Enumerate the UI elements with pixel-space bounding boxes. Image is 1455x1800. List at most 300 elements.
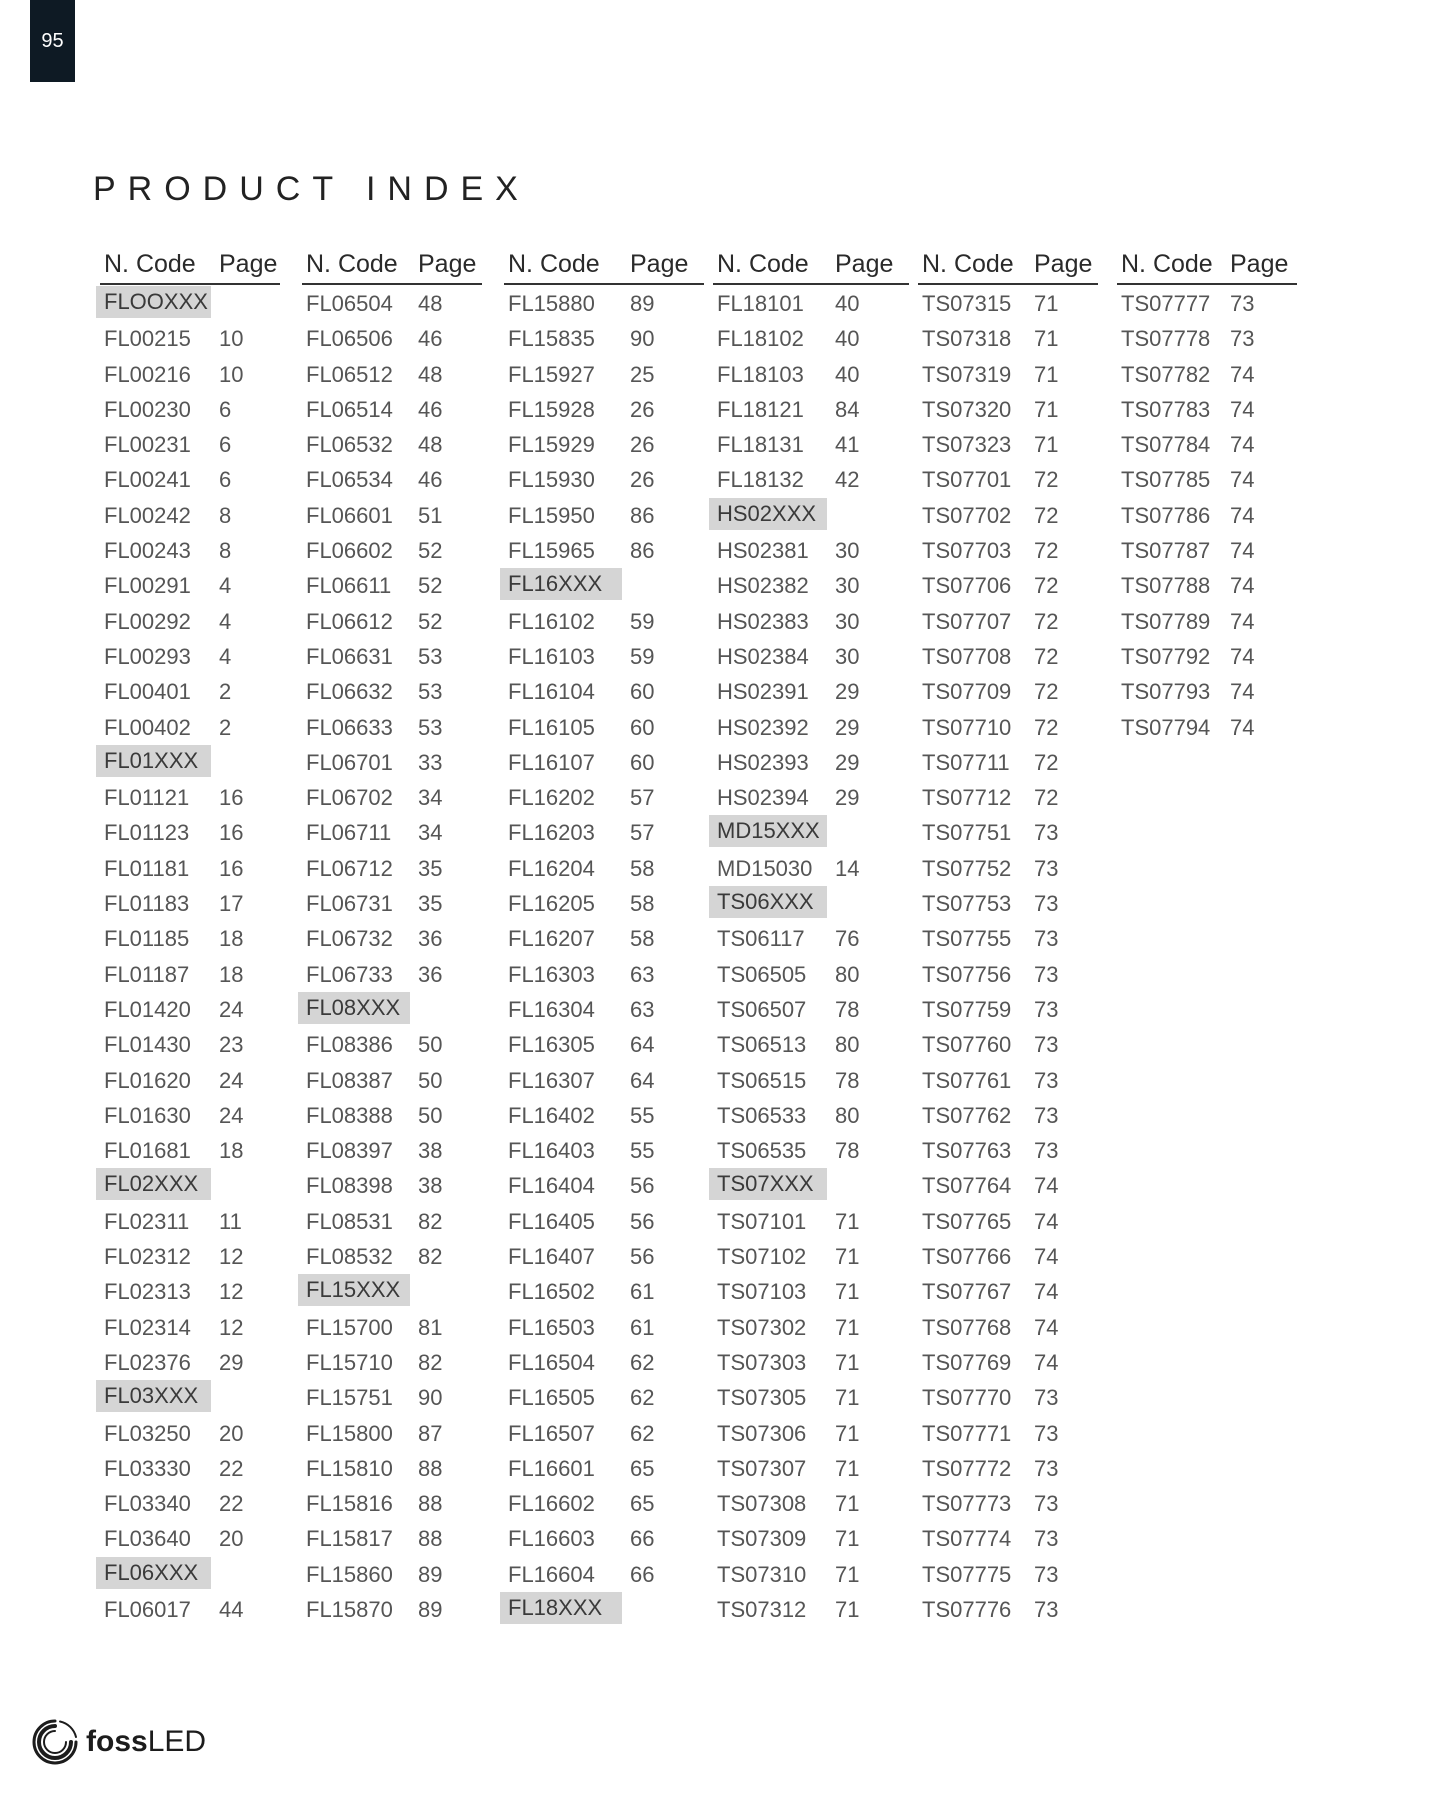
product-code: FL01181 xyxy=(104,855,190,881)
product-code: FL15835 xyxy=(508,326,595,352)
page-ref: 40 xyxy=(835,291,860,316)
product-code: FL01183 xyxy=(104,891,190,917)
page-ref: 71 xyxy=(835,1314,860,1340)
table-row xyxy=(504,1097,704,1132)
table-row xyxy=(100,1132,280,1167)
table-row xyxy=(302,1591,482,1626)
product-code: FL15965 xyxy=(508,538,595,564)
page-ref: 53 xyxy=(418,714,443,740)
table-row xyxy=(504,1203,704,1238)
page-ref: 46 xyxy=(418,467,443,493)
table-row xyxy=(100,1273,280,1308)
table-row xyxy=(713,426,909,461)
table-row xyxy=(504,1379,704,1414)
page-ref: 52 xyxy=(418,573,443,599)
table-row xyxy=(918,991,1098,1026)
product-code: FL01187 xyxy=(104,961,190,987)
product-code: TS07786 xyxy=(1121,502,1211,528)
product-code: MD15XXX xyxy=(709,815,827,847)
page-ref: 63 xyxy=(630,996,655,1022)
index-column xyxy=(100,250,280,1626)
product-code: TS07765 xyxy=(922,1208,1012,1234)
page-ref: 80 xyxy=(835,1032,860,1058)
product-code: FL01123 xyxy=(104,820,190,846)
table-row xyxy=(918,1203,1098,1238)
page-ref: 73 xyxy=(1034,1455,1059,1481)
product-code: TS07783 xyxy=(1121,396,1211,422)
table-row xyxy=(504,532,704,567)
product-code: FL15880 xyxy=(508,291,595,316)
product-code: TS07310 xyxy=(717,1561,807,1587)
table-row xyxy=(504,744,704,779)
page-ref: 53 xyxy=(418,679,443,705)
product-code: FL18102 xyxy=(717,326,804,352)
header-code: N. Code xyxy=(717,250,809,278)
table-row xyxy=(504,673,704,708)
page-ref: 29 xyxy=(835,785,860,811)
table-row xyxy=(504,497,704,532)
page-ref: 4 xyxy=(219,573,232,599)
page-ref: 71 xyxy=(1034,432,1059,458)
page-ref: 72 xyxy=(1034,785,1059,811)
page-ref: 74 xyxy=(1230,467,1255,493)
table-row xyxy=(1117,603,1297,638)
table-row xyxy=(713,320,909,355)
table-row xyxy=(504,779,704,814)
page-ref: 78 xyxy=(835,1067,860,1093)
product-code: FL18103 xyxy=(717,361,804,387)
page-ref: 72 xyxy=(1034,643,1059,669)
table-row xyxy=(918,1415,1098,1450)
page-ref: 63 xyxy=(630,961,655,987)
product-code: TS07703 xyxy=(922,538,1012,564)
table-row xyxy=(504,991,704,1026)
table-row xyxy=(504,1309,704,1344)
product-code: FL16207 xyxy=(508,926,595,952)
table-row xyxy=(918,1132,1098,1167)
table-row xyxy=(713,567,909,602)
page-ref: 18 xyxy=(219,961,244,987)
page-ref: 44 xyxy=(219,1596,244,1622)
table-row xyxy=(1117,497,1297,532)
table-row xyxy=(100,779,280,814)
product-code: FL02312 xyxy=(104,1244,191,1270)
product-code: FL06612 xyxy=(306,608,393,634)
page-ref: 73 xyxy=(1034,1138,1059,1164)
table-row xyxy=(302,603,482,638)
product-code: TS07793 xyxy=(1121,679,1211,705)
series-header-row xyxy=(504,1591,704,1626)
page-ref: 8 xyxy=(219,502,232,528)
table-row xyxy=(713,956,909,991)
table-row xyxy=(1117,426,1297,461)
page-ref: 55 xyxy=(630,1138,655,1164)
page-ref: 71 xyxy=(835,1596,860,1622)
table-row xyxy=(918,885,1098,920)
table-row xyxy=(302,1485,482,1520)
product-code: FL16305 xyxy=(508,1032,595,1058)
product-code: FL06633 xyxy=(306,714,393,740)
page-ref: 71 xyxy=(835,1491,860,1517)
product-code: HS02383 xyxy=(717,608,809,634)
table-row xyxy=(918,1556,1098,1591)
page-ref: 81 xyxy=(418,1314,443,1340)
page-ref: 72 xyxy=(1034,679,1059,705)
product-code: FL15817 xyxy=(306,1526,393,1552)
page-ref: 35 xyxy=(418,891,443,917)
product-code: FL15950 xyxy=(508,502,595,528)
page-ref: 30 xyxy=(835,573,860,599)
product-code: TS07318 xyxy=(922,326,1012,352)
table-row xyxy=(302,850,482,885)
table-row xyxy=(713,391,909,426)
page-ref: 74 xyxy=(1034,1244,1059,1270)
product-code: HS02382 xyxy=(717,573,809,599)
table-row xyxy=(504,1556,704,1591)
product-code: FL15810 xyxy=(306,1455,393,1481)
page-ref: 40 xyxy=(835,361,860,387)
table-row xyxy=(504,1450,704,1485)
page-ref: 72 xyxy=(1034,502,1059,528)
product-code: FL16404 xyxy=(508,1173,595,1199)
product-code: FL18XXX xyxy=(500,1592,622,1624)
page-ref: 57 xyxy=(630,785,655,811)
product-code: TS07775 xyxy=(922,1561,1012,1587)
product-code: FL18121 xyxy=(717,396,804,422)
table-row xyxy=(302,567,482,602)
product-code: TS07763 xyxy=(922,1138,1012,1164)
table-row xyxy=(918,850,1098,885)
product-code: FL06514 xyxy=(306,396,393,422)
page-ref: 73 xyxy=(1034,1526,1059,1552)
product-code: HS02XXX xyxy=(709,498,827,530)
table-row xyxy=(504,1132,704,1167)
header-page: Page xyxy=(219,250,278,278)
table-row xyxy=(302,1309,482,1344)
page-ref: 48 xyxy=(418,291,443,316)
series-header-row xyxy=(100,1379,280,1414)
series-header-row xyxy=(302,991,482,1026)
page-ref: 74 xyxy=(1230,502,1255,528)
table-row xyxy=(918,285,1098,320)
index-column xyxy=(1117,250,1297,744)
table-row xyxy=(1117,673,1297,708)
product-code: FL16307 xyxy=(508,1067,595,1093)
page-ref: 78 xyxy=(835,1138,860,1164)
product-code: TS07788 xyxy=(1121,573,1211,599)
page-ref: 55 xyxy=(630,1102,655,1128)
page-ref: 12 xyxy=(219,1279,244,1305)
page-ref: 72 xyxy=(1034,714,1059,740)
table-row xyxy=(100,1450,280,1485)
table-row xyxy=(504,320,704,355)
header-page: Page xyxy=(1230,250,1289,278)
product-code: TS06505 xyxy=(717,961,807,987)
table-row xyxy=(918,1026,1098,1061)
product-code: TS07766 xyxy=(922,1244,1012,1270)
product-code: TS07302 xyxy=(717,1314,807,1340)
page-ref: 74 xyxy=(1230,396,1255,422)
product-code: TS07709 xyxy=(922,679,1012,705)
table-row xyxy=(302,356,482,391)
index-column xyxy=(713,250,909,1626)
product-code: FL00243 xyxy=(104,538,191,564)
table-row xyxy=(302,1097,482,1132)
product-code: TS07759 xyxy=(922,996,1012,1022)
page-ref: 72 xyxy=(1034,538,1059,564)
product-code: FL16601 xyxy=(508,1455,595,1481)
product-code: FL06017 xyxy=(104,1596,191,1622)
product-code: FL00291 xyxy=(104,573,191,599)
page-ref: 62 xyxy=(630,1420,655,1446)
page-ref: 73 xyxy=(1034,1385,1059,1411)
table-row xyxy=(100,850,280,885)
table-row xyxy=(302,638,482,673)
product-code: FL01121 xyxy=(104,785,190,811)
page-ref: 25 xyxy=(630,361,655,387)
table-row xyxy=(918,1591,1098,1626)
page-ref: 73 xyxy=(1034,926,1059,952)
page-ref: 73 xyxy=(1034,855,1059,881)
header-page: Page xyxy=(835,250,894,278)
table-row xyxy=(504,391,704,426)
table-row xyxy=(100,391,280,426)
product-code: FL00215 xyxy=(104,326,191,352)
page-ref: 71 xyxy=(835,1279,860,1305)
product-code: FL16402 xyxy=(508,1102,595,1128)
product-code: FL01420 xyxy=(104,996,191,1022)
product-code: TS07701 xyxy=(922,467,1012,493)
table-row xyxy=(918,461,1098,496)
table-row xyxy=(918,391,1098,426)
page-ref: 87 xyxy=(418,1420,443,1446)
header-code: N. Code xyxy=(306,250,398,278)
page-ref: 90 xyxy=(630,326,655,352)
product-code: FL00293 xyxy=(104,643,191,669)
series-header-row xyxy=(302,1273,482,1308)
product-code: FL15929 xyxy=(508,432,595,458)
product-code: FL06702 xyxy=(306,785,393,811)
product-code: TS07789 xyxy=(1121,608,1211,634)
page-ref: 74 xyxy=(1230,361,1255,387)
product-code: TS07320 xyxy=(922,396,1012,422)
table-row xyxy=(918,814,1098,849)
page-ref: 29 xyxy=(219,1349,244,1375)
table-row xyxy=(504,1344,704,1379)
page-ref: 56 xyxy=(630,1208,655,1234)
product-code: FL08531 xyxy=(306,1208,393,1234)
page-ref: 12 xyxy=(219,1244,244,1270)
product-code: FL06712 xyxy=(306,855,393,881)
table-row xyxy=(100,814,280,849)
page-ref: 71 xyxy=(1034,361,1059,387)
table-row xyxy=(713,850,909,885)
page-ref: 12 xyxy=(219,1314,244,1340)
product-code: FL01620 xyxy=(104,1067,191,1093)
table-row xyxy=(100,461,280,496)
product-code: FL15816 xyxy=(306,1491,393,1517)
page-ref: 73 xyxy=(1034,1067,1059,1093)
page-ref: 60 xyxy=(630,714,655,740)
product-code: FL03640 xyxy=(104,1526,191,1552)
table-row xyxy=(100,956,280,991)
table-row xyxy=(504,1167,704,1202)
product-code: FL06732 xyxy=(306,926,393,952)
product-code: FL16502 xyxy=(508,1279,595,1305)
product-code: FLOOXXX xyxy=(96,286,211,318)
page-ref: 8 xyxy=(219,538,232,564)
product-code: FL08532 xyxy=(306,1244,393,1270)
product-code: TS07707 xyxy=(922,608,1012,634)
product-code: TS07711 xyxy=(922,749,1010,775)
page-ref: 73 xyxy=(1034,1561,1059,1587)
product-code: TS07706 xyxy=(922,573,1012,599)
product-code: TS07785 xyxy=(1121,467,1211,493)
page-ref: 61 xyxy=(630,1314,655,1340)
page-ref: 10 xyxy=(219,326,244,352)
product-code: TS07782 xyxy=(1121,361,1211,387)
table-row xyxy=(713,532,909,567)
page-ref: 52 xyxy=(418,608,443,634)
page-ref: 71 xyxy=(835,1455,860,1481)
column-header xyxy=(713,250,909,285)
table-row xyxy=(302,391,482,426)
product-code: TS07753 xyxy=(922,891,1012,917)
table-row xyxy=(918,709,1098,744)
table-row xyxy=(713,779,909,814)
page-ref: 38 xyxy=(418,1173,443,1199)
product-code: FL06733 xyxy=(306,961,393,987)
table-row xyxy=(1117,391,1297,426)
product-code: FL16303 xyxy=(508,961,595,987)
table-row xyxy=(302,1379,482,1414)
page-ref: 65 xyxy=(630,1455,655,1481)
page-ref: 26 xyxy=(630,432,655,458)
page-ref: 48 xyxy=(418,432,443,458)
product-code: FL15870 xyxy=(306,1596,393,1622)
product-code: TS07315 xyxy=(922,291,1012,316)
product-code: FL15710 xyxy=(306,1349,393,1375)
table-row xyxy=(100,356,280,391)
column-header xyxy=(1117,250,1297,285)
table-row xyxy=(100,1520,280,1555)
product-code: FL15927 xyxy=(508,361,595,387)
page-ref: 36 xyxy=(418,961,443,987)
page-ref: 72 xyxy=(1034,749,1059,775)
fossled-logo xyxy=(30,1716,206,1768)
product-code: FL16205 xyxy=(508,891,595,917)
table-row xyxy=(713,638,909,673)
page-ref: 42 xyxy=(835,467,860,493)
page-ref: 29 xyxy=(835,749,860,775)
product-code: FL06602 xyxy=(306,538,393,564)
page-ref: 11 xyxy=(219,1208,242,1234)
page-ref: 71 xyxy=(835,1526,860,1552)
table-row xyxy=(302,1415,482,1450)
product-code: TS07794 xyxy=(1121,714,1211,740)
product-code: TS06533 xyxy=(717,1102,807,1128)
table-row xyxy=(918,779,1098,814)
product-code: HS02384 xyxy=(717,643,809,669)
product-code: FL06731 xyxy=(306,891,393,917)
product-code: FL08386 xyxy=(306,1032,393,1058)
table-row xyxy=(100,1485,280,1520)
page-ref: 64 xyxy=(630,1067,655,1093)
product-code: FL16104 xyxy=(508,679,595,705)
product-code: MD15030 xyxy=(717,855,813,881)
table-row xyxy=(504,603,704,638)
page-ref: 16 xyxy=(219,855,244,881)
product-code: TS06535 xyxy=(717,1138,807,1164)
page-ref: 6 xyxy=(219,396,232,422)
product-code: FL15700 xyxy=(306,1314,393,1340)
table-row xyxy=(302,673,482,708)
page-ref: 78 xyxy=(835,996,860,1022)
table-row xyxy=(1117,567,1297,602)
table-row xyxy=(302,744,482,779)
product-code: TS07751 xyxy=(922,820,1012,846)
page-ref: 74 xyxy=(1034,1279,1059,1305)
table-row xyxy=(302,1450,482,1485)
page-ref: 56 xyxy=(630,1173,655,1199)
page-ref: 34 xyxy=(418,820,443,846)
product-code: FL01681 xyxy=(104,1138,191,1164)
table-row xyxy=(713,1415,909,1450)
table-row xyxy=(504,638,704,673)
page-ref: 73 xyxy=(1034,961,1059,987)
page-ref: 71 xyxy=(1034,326,1059,352)
product-code: FL06611 xyxy=(306,573,392,599)
product-code: FL02376 xyxy=(104,1349,191,1375)
page-ref: 88 xyxy=(418,1491,443,1517)
product-code: TS07769 xyxy=(922,1349,1012,1375)
page-ref: 73 xyxy=(1034,1420,1059,1446)
table-row xyxy=(1117,356,1297,391)
table-row xyxy=(918,603,1098,638)
product-code: FL16603 xyxy=(508,1526,595,1552)
product-code: TS07308 xyxy=(717,1491,807,1517)
header-code: N. Code xyxy=(1121,250,1213,278)
page-ref: 72 xyxy=(1034,573,1059,599)
page-ref: 73 xyxy=(1034,1032,1059,1058)
table-row xyxy=(302,461,482,496)
table-row xyxy=(100,1309,280,1344)
table-row xyxy=(918,744,1098,779)
product-code: TS07305 xyxy=(717,1385,807,1411)
product-code: TS06507 xyxy=(717,996,807,1022)
page-ref: 16 xyxy=(219,785,244,811)
table-row xyxy=(918,567,1098,602)
product-code: FL16405 xyxy=(508,1208,595,1234)
product-code: TS07323 xyxy=(922,432,1012,458)
product-code: FL16604 xyxy=(508,1561,595,1587)
product-code: FL06504 xyxy=(306,291,393,316)
page-ref: 30 xyxy=(835,608,860,634)
table-row xyxy=(302,779,482,814)
product-code: FL00292 xyxy=(104,608,191,634)
table-row xyxy=(713,285,909,320)
table-row xyxy=(918,673,1098,708)
page-ref: 52 xyxy=(418,538,443,564)
page-ref: 71 xyxy=(1034,291,1059,316)
table-row xyxy=(100,1344,280,1379)
page-ref: 30 xyxy=(835,538,860,564)
product-code: FL08397 xyxy=(306,1138,393,1164)
page-ref: 89 xyxy=(418,1561,443,1587)
table-row xyxy=(302,1520,482,1555)
page-ref: 6 xyxy=(219,467,232,493)
page-ref: 66 xyxy=(630,1561,655,1587)
